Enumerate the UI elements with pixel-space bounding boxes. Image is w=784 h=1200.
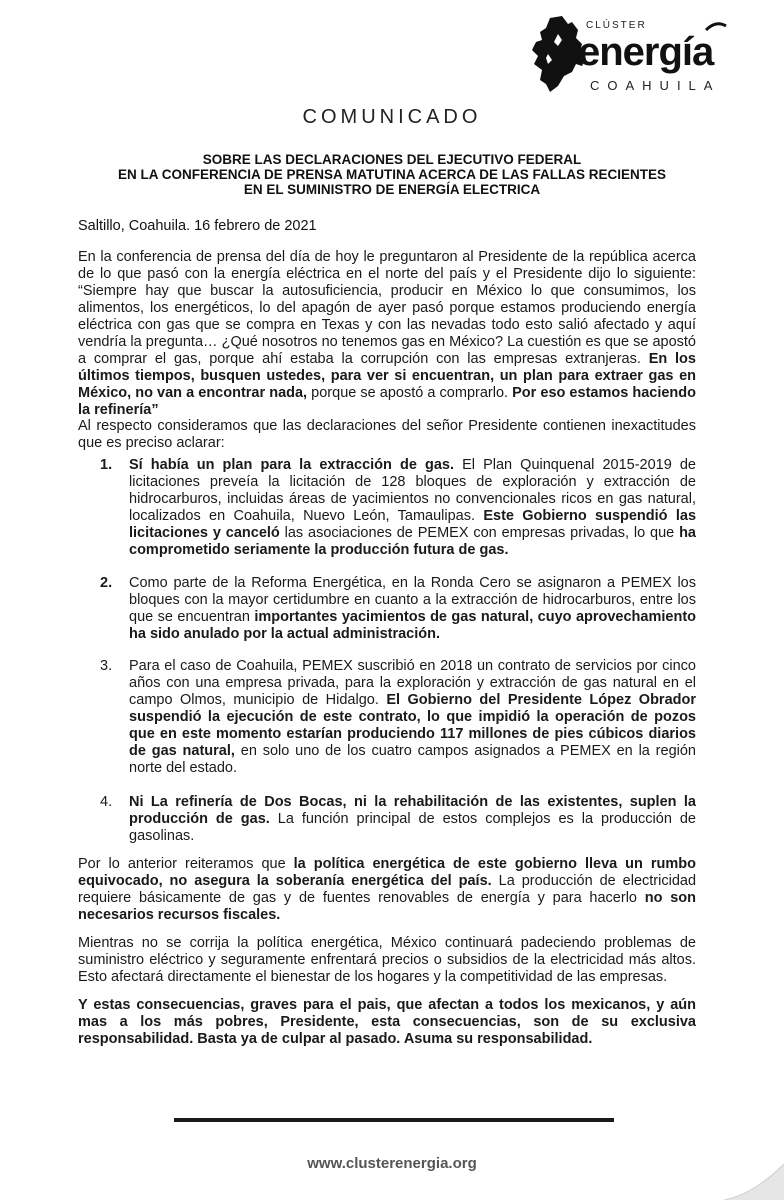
- subtitle-line-1: SOBRE LAS DECLARACIONES DEL EJECUTIVO FEDERAL: [202, 152, 582, 167]
- item-text: en solo uno de los cuatro campos asignados a PEMEX en la región norte del estado.: [129, 743, 696, 776]
- list-number: 4.: [100, 794, 113, 810]
- item-text: las asociaciones de PEMEX con empresas privadas, lo que: [279, 525, 680, 541]
- paragraph-respect: Al respecto consideramos que las declaraciones del señor Presidente contienen inexactitudes que es preciso aclarar:: [78, 418, 696, 451]
- document-date: Saltillo, Coahuila. 16 febrero de 2021: [78, 218, 317, 234]
- list-item-4: [100, 794, 696, 845]
- list-item-1: [100, 457, 696, 559]
- document-subtitle: [90, 152, 694, 197]
- list-number: 3.: [100, 658, 113, 674]
- conclusion-text: Por lo anterior reiteramos que: [78, 856, 294, 872]
- conclusion-bold-2: no son necesarios recursos fiscales.: [78, 890, 696, 923]
- intro-text-2: porque se apostó a comprarlo.: [307, 385, 513, 401]
- intro-text: En la conferencia de prensa del día de hoy le preguntaron al Presidente de la república acerca de lo que pasó con la energía eléctrica en el norte del país y el Presidente dijo lo siguiente: “Siempre hay que buscar la autosuficiencia, producir en México lo que consumimos, los alimentos, los energéticos, lo del apagón de ayer pasó porque estamos produciendo energía eléctrica con gas que se compra en Texas y con las nevadas todo esto salió afectado y aquí vendría la pregunta… ¿Qué nosotros no tenemos gas en México? La cuestión es que se apostó a comprar el gas, porque ahí estaba la corrupción con las empresas extranjeras.: [78, 249, 696, 367]
- intro-bold-1: En los últimos tiempos, busquen ustedes, para ver si encuentran, un plan para extraer gas en México, no van a encontrar nada,: [78, 351, 696, 401]
- page-curl-icon: [704, 1164, 784, 1200]
- item-bold: ha comprometido seriamente la producción futura de gas.: [129, 525, 696, 558]
- footer-divider: [174, 1118, 614, 1122]
- intro-bold-2: Por eso estamos haciendo la refinería”: [78, 385, 697, 418]
- logo-small-text: CLÚSTER: [586, 20, 647, 31]
- conclusion-bold-1: la política energética de este gobierno lleva un rumbo equivocado, no asegura la soberanía energética del país.: [78, 856, 696, 889]
- list-item-3: [100, 658, 696, 777]
- paragraph-closing: Y estas consecuencias, graves para el pais, que afectan a todos los mexicanos, y aún mas a los más pobres, Presidente, esta consecuencias, son de su exclusiva responsabilidad. Basta ya de culpar al pasado. Asuma su responsabilidad.: [78, 997, 696, 1047]
- document-title: COMUNICADO: [302, 106, 482, 128]
- list-number: 2.: [100, 575, 113, 591]
- paragraph-consequences: Mientras no se corrija la política energética, México continuará padeciendo problemas de suministro eléctrico y seguramente enfrentará precios o subsidios de la electricidad más altos. Esto afectará directamente el bienestar de los hogares y la competitividad de las empresas.: [78, 935, 696, 985]
- footer-website-link[interactable]: www.clusterenergia.org: [307, 1155, 477, 1172]
- item-text: Para el caso de Coahuila, PEMEX suscribió en 2018 un contrato de servicios por cinco años con una empresa privada, para la exploración y extracción de gas natural en el campo Olmos, municipio de Hidalgo.: [129, 658, 696, 708]
- item-bold: importantes yacimientos de gas natural, cuyo aprovechamiento ha sido anulado por la actual administración.: [129, 609, 697, 642]
- item-text: La función principal de estos complejos es la producción de gasolinas.: [129, 811, 696, 844]
- subtitle-line-3: EN EL SUMINISTRO DE ENERGÍA ELECTRICA: [243, 182, 541, 197]
- logo-sub-text: COAHUILA: [590, 78, 721, 93]
- item-bold: Este Gobierno suspendió las licitaciones y canceló: [129, 508, 697, 541]
- list-item-2: [100, 575, 696, 643]
- item-bold: El Gobierno del Presidente López Obrador suspendió la ejecución de este contrato, lo que impidió la operación de pozos que en este momento estarían produciendo 117 millones de pies cúbicos diarios de gas natural,: [129, 692, 696, 759]
- item-bold: Ni La refinería de Dos Bocas, ni la rehabilitación de las existentes, suplen la producción de gas.: [129, 794, 696, 827]
- logo-main-text: energía: [578, 30, 714, 74]
- conclusion-text-2: La producción de electricidad requiere básicamente de gas y de fuentes renovables de energía y para hacerlo: [78, 873, 697, 906]
- paragraph-conclusion: [78, 856, 696, 924]
- item-text: Como parte de la Reforma Energética, en la Ronda Cero se asignaron a PEMEX los bloques con la mayor certidumbre en cuanto a la extracción de hidrocarburos, entre los que se encuentran: [129, 575, 696, 625]
- cluster-energia-logo: [528, 14, 743, 96]
- item-text: El Plan Quinquenal 2015-2019 de licitaciones preveía la licitación de 128 bloques de exploración y extracción de hidrocarburos, incluidas áreas de yacimientos no convencionales ricos en gas natural, localizados en Coahuila, Nuevo León, Tamaulipas.: [129, 457, 696, 524]
- item-bold: Sí había un plan para la extracción de gas.: [129, 457, 454, 473]
- subtitle-line-2: EN LA CONFERENCIA DE PRENSA MATUTINA ACERCA DE LAS FALLAS RECIENTES: [117, 167, 666, 182]
- paragraph-intro: [78, 249, 696, 419]
- list-number: 1.: [100, 457, 113, 473]
